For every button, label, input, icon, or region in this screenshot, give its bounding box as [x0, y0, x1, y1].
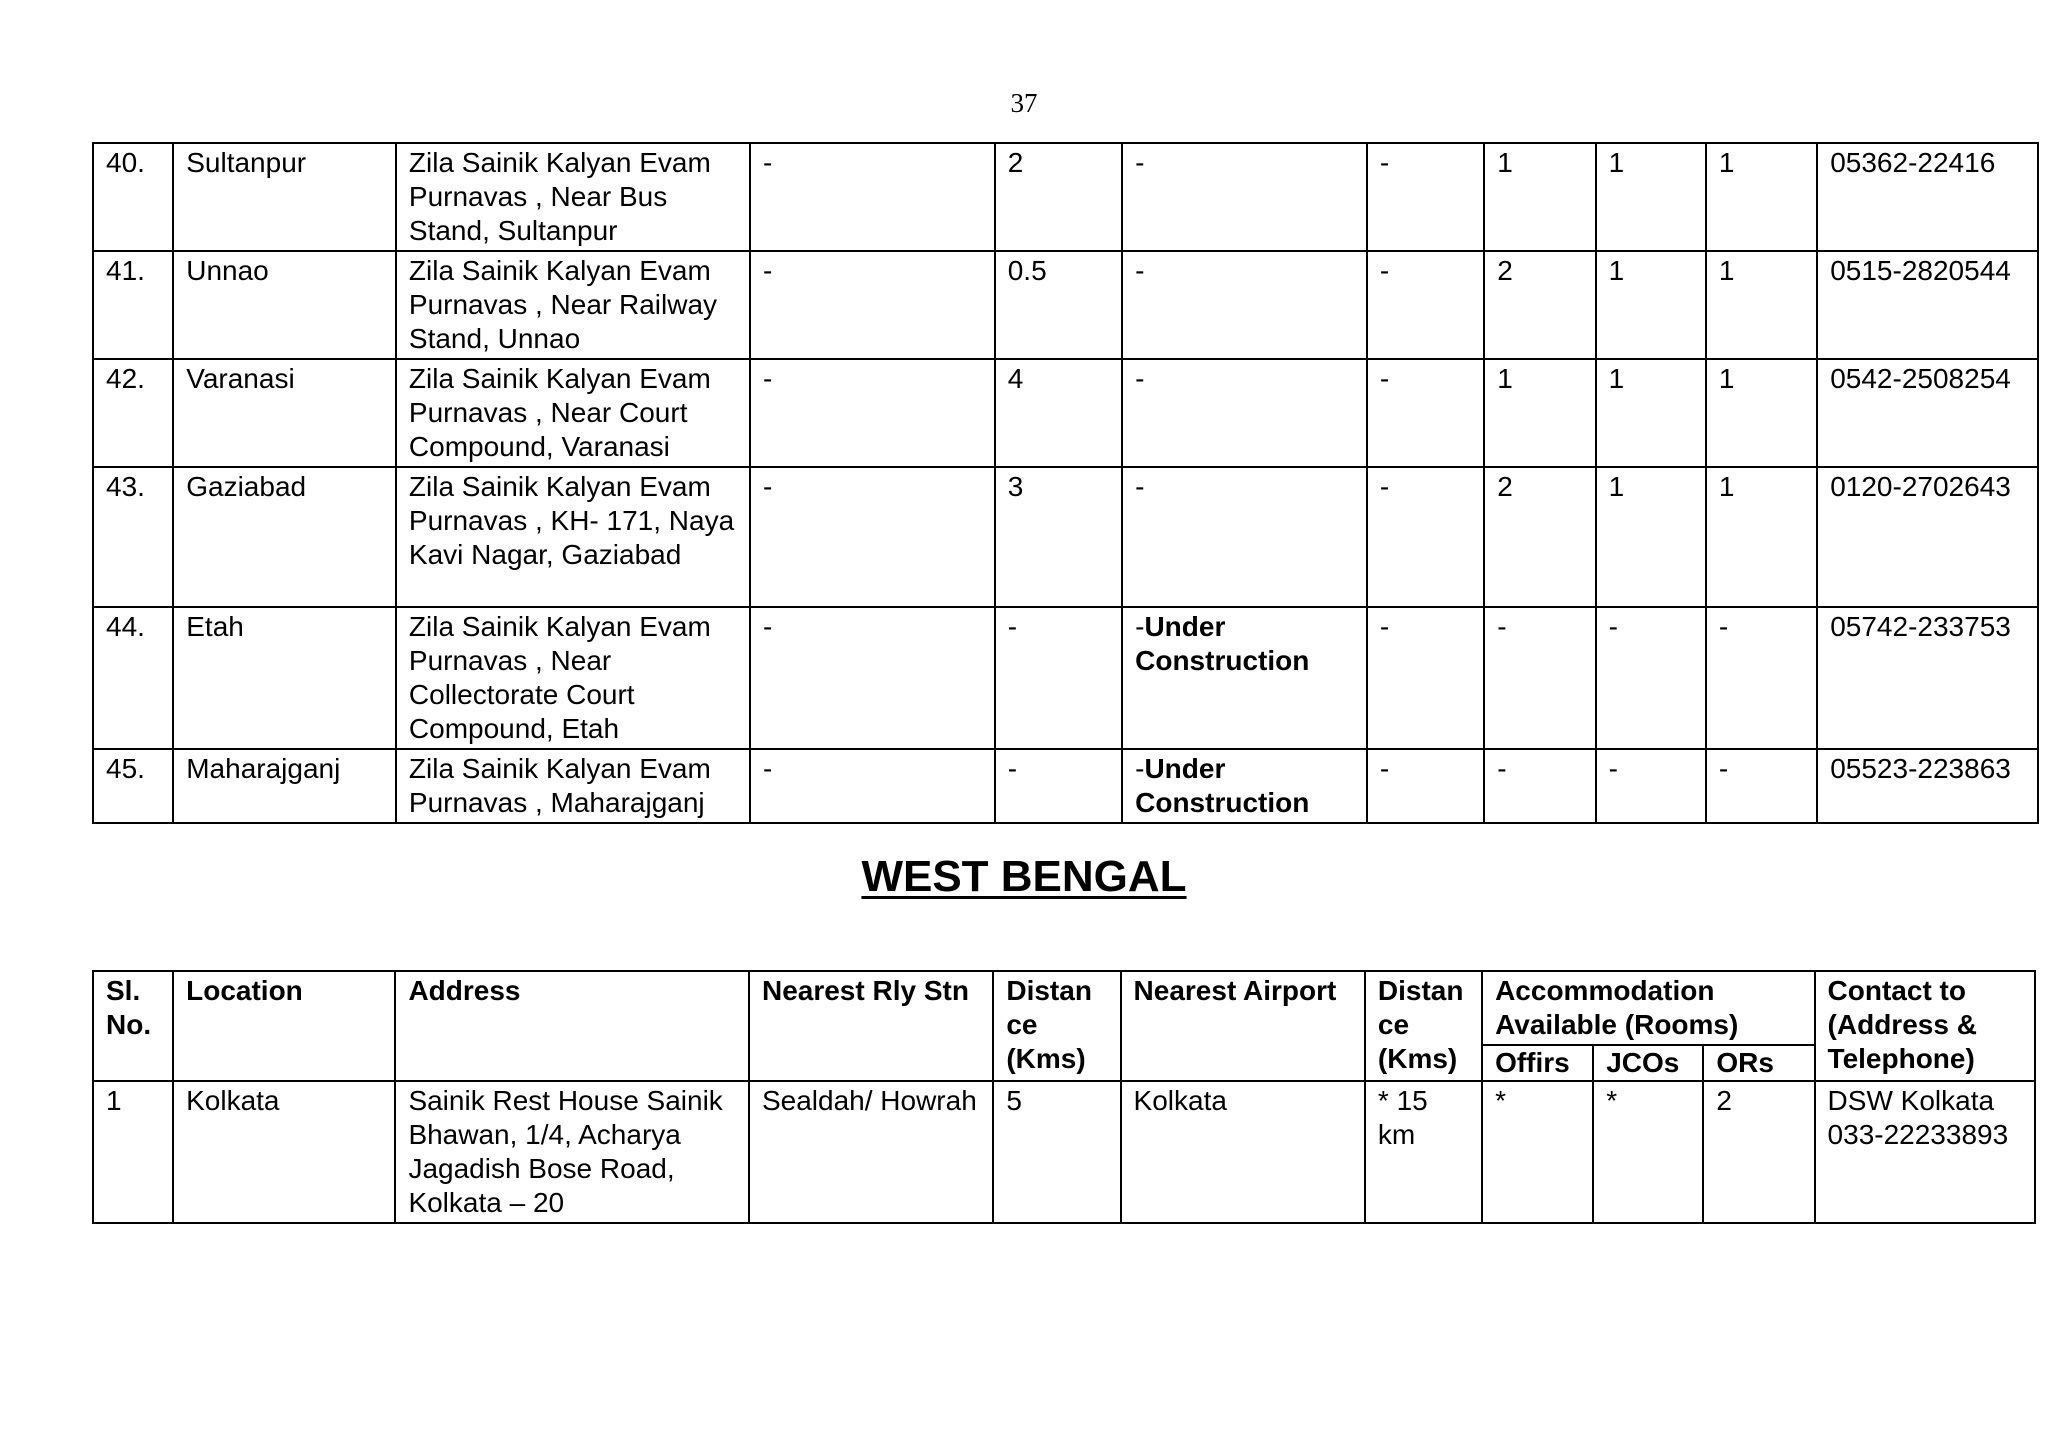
header-accommodation: Accommodation Available (Rooms): [1482, 971, 1814, 1045]
cell-contact: 0515-2820544: [1817, 251, 2038, 359]
cell-distance-airport: * 15 km: [1365, 1081, 1482, 1223]
header-row: [93, 971, 2035, 1045]
table-row: [93, 143, 2038, 251]
cell-distance-airport: -: [1367, 749, 1484, 823]
cell-address: Zila Sainik Kalyan Evam Purnavas , KH- 171, Naya Kavi Nagar, Gaziabad: [396, 467, 750, 607]
cell-location: Kolkata: [173, 1081, 395, 1223]
cell-contact: 05362-22416: [1817, 143, 2038, 251]
cell-ors: 1: [1706, 359, 1817, 467]
page-number: 37: [1010, 88, 1038, 118]
table-row: [93, 749, 2038, 823]
cell-sl-no: 44.: [93, 607, 173, 749]
header-nearest-airport: Nearest Airport: [1121, 971, 1365, 1081]
header-location: Location: [173, 971, 395, 1081]
cell-distance-airport: -: [1367, 359, 1484, 467]
cell-nearest-rly: -: [750, 749, 995, 823]
cell-contact: 05523-223863: [1817, 749, 2038, 823]
cell-nearest-airport: Kolkata: [1121, 1081, 1365, 1223]
cell-ors: 2: [1703, 1081, 1814, 1223]
cell-sl-no: 43.: [93, 467, 173, 607]
cell-jcos: -: [1596, 749, 1706, 823]
cell-address: Zila Sainik Kalyan Evam Purnavas , Near Bus Stand, Sultanpur: [396, 143, 750, 251]
cell-location: Maharajganj: [173, 749, 396, 823]
table-row: [93, 467, 2038, 607]
cell-offirs: -: [1484, 749, 1595, 823]
cell-address: Zila Sainik Kalyan Evam Purnavas , Near Court Compound, Varanasi: [396, 359, 750, 467]
cell-nearest-rly: -: [750, 359, 995, 467]
cell-location: Sultanpur: [173, 143, 396, 251]
cell-location: Unnao: [173, 251, 396, 359]
cell-address: Sainik Rest House Sainik Bhawan, 1/4, Acharya Jagadish Bose Road, Kolkata – 20: [395, 1081, 749, 1223]
cell-ors: 1: [1706, 143, 1817, 251]
cell-sl-no: 42.: [93, 359, 173, 467]
cell-distance-airport: -: [1367, 607, 1484, 749]
header-jcos: JCOs: [1593, 1045, 1703, 1081]
cell-nearest-airport: -: [1122, 359, 1367, 467]
cell-offirs: *: [1482, 1081, 1593, 1223]
cell-sl-no: 45.: [93, 749, 173, 823]
cell-jcos: 1: [1596, 467, 1706, 607]
cell-contact: 05742-233753: [1817, 607, 2038, 749]
under-construction-label: Under Construction: [1135, 611, 1310, 676]
cell-location: Etah: [173, 607, 396, 749]
header-address: Address: [395, 971, 749, 1081]
cell-ors: -: [1706, 607, 1817, 749]
header-offirs: Offirs: [1482, 1045, 1593, 1081]
cell-nearest-airport: [1122, 607, 1367, 749]
cell-distance-airport: -: [1367, 251, 1484, 359]
cell-contact: 0120-2702643: [1817, 467, 2038, 607]
cell-nearest-rly: -: [750, 467, 995, 607]
header-distance-airport: Distan ce (Kms): [1365, 971, 1482, 1081]
cell-nearest-rly: -: [750, 607, 995, 749]
cell-sl-no: 40.: [93, 143, 173, 251]
cell-sl-no: 41.: [93, 251, 173, 359]
cell-contact: 0542-2508254: [1817, 359, 2038, 467]
under-construction-label: Under Construction: [1135, 753, 1310, 818]
cell-nearest-airport: -: [1122, 143, 1367, 251]
cell-distance-rly: -: [995, 607, 1122, 749]
cell-distance-airport: -: [1367, 143, 1484, 251]
cell-nearest-airport: -: [1122, 251, 1367, 359]
section-heading: [0, 852, 2048, 902]
table-row: [93, 607, 2038, 749]
cell-contact: DSW Kolkata 033-22233893: [1815, 1081, 2035, 1223]
airport-dash: -: [1135, 611, 1145, 642]
cell-jcos: 1: [1596, 251, 1706, 359]
cell-offirs: 2: [1484, 251, 1595, 359]
west-bengal-table: [92, 970, 2036, 1224]
cell-ors: 1: [1706, 467, 1817, 607]
cell-nearest-airport: [1122, 749, 1367, 823]
cell-offirs: -: [1484, 607, 1595, 749]
cell-jcos: *: [1593, 1081, 1703, 1223]
cell-distance-rly: 5: [993, 1081, 1120, 1223]
cell-nearest-rly: -: [750, 251, 995, 359]
cell-nearest-rly: -: [750, 143, 995, 251]
header-sl-no: Sl. No.: [93, 971, 173, 1081]
cell-offirs: 2: [1484, 467, 1595, 607]
cell-jcos: 1: [1596, 359, 1706, 467]
header-ors: ORs: [1703, 1045, 1814, 1081]
cell-offirs: 1: [1484, 143, 1595, 251]
cell-location: Gaziabad: [173, 467, 396, 607]
table-row: [93, 359, 2038, 467]
cell-offirs: 1: [1484, 359, 1595, 467]
cell-nearest-rly: Sealdah/ Howrah: [749, 1081, 993, 1223]
header-contact: Contact to (Address & Telephone): [1815, 971, 2035, 1081]
header-nearest-rly-stn: Nearest Rly Stn: [749, 971, 993, 1081]
cell-ors: 1: [1706, 251, 1817, 359]
cell-distance-rly: -: [995, 749, 1122, 823]
cell-jcos: -: [1596, 607, 1706, 749]
table-row: [93, 1081, 2035, 1223]
cell-nearest-airport: -: [1122, 467, 1367, 607]
cell-distance-rly: 3: [995, 467, 1122, 607]
cell-address: Zila Sainik Kalyan Evam Purnavas , Near Collectorate Court Compound, Etah: [396, 607, 750, 749]
cell-ors: -: [1706, 749, 1817, 823]
section-heading-text: WEST BENGAL: [861, 852, 1187, 901]
header-distance-rly: Distan ce (Kms): [993, 971, 1120, 1081]
cell-distance-rly: 2: [995, 143, 1122, 251]
cell-distance-rly: 4: [995, 359, 1122, 467]
cell-address: Zila Sainik Kalyan Evam Purnavas , Maharajganj: [396, 749, 750, 823]
cell-distance-airport: -: [1367, 467, 1484, 607]
cell-location: Varanasi: [173, 359, 396, 467]
cell-jcos: 1: [1596, 143, 1706, 251]
cell-distance-rly: 0.5: [995, 251, 1122, 359]
cell-address: Zila Sainik Kalyan Evam Purnavas , Near Railway Stand, Unnao: [396, 251, 750, 359]
table-row: [93, 251, 2038, 359]
up-table: [92, 142, 2039, 824]
cell-sl-no: 1: [93, 1081, 173, 1223]
airport-dash: -: [1135, 753, 1145, 784]
